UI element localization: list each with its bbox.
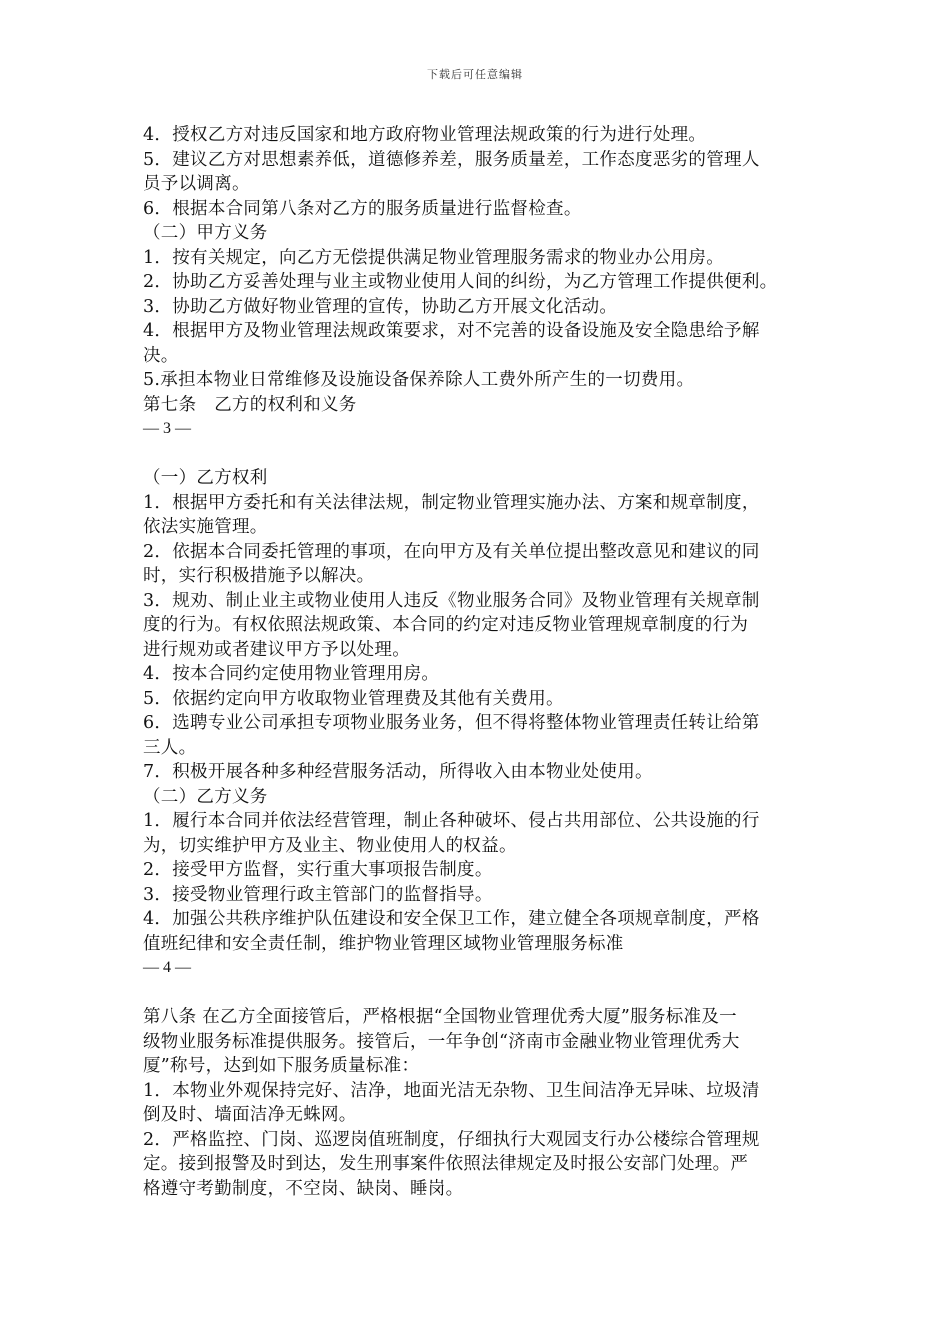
text-line: 1．本物业外观保持完好、洁净，地面光洁无杂物、卫生间洁净无异味、垃圾清 <box>143 1080 760 1101</box>
text-line: 倒及时、墙面洁净无蛛网。 <box>143 1105 357 1125</box>
text-line: 6．选聘专业公司承担专项物业服务业务，但不得将整体物业管理责任转让给第 <box>143 713 760 733</box>
page-header: 下载后可任意编辑 <box>427 68 523 81</box>
text-line: 3．协助乙方做好物业管理的宣传，协助乙方开展文化活动。 <box>143 296 618 317</box>
text-line: 时，实行积极措施予以解决。 <box>143 566 375 586</box>
text-line: 2．依据本合同委托管理的事项，在向甲方及有关单位提出整改意见和建议的同 <box>143 541 760 562</box>
text-line: 决。 <box>143 345 179 366</box>
text-line: 定。接到报警及时到达，发生刑事案件依照法律规定及时报公安部门处理。严 <box>143 1154 749 1174</box>
text-line: 度的行为。有权依照法规政策、本合同的约定对违反物业管理规章制度的行为 <box>143 615 749 635</box>
text-line: 5．依据约定向甲方收取物业管理费及其他有关费用。 <box>143 688 564 709</box>
text-line: 2．接受甲方监督，实行重大事项报告制度。 <box>143 860 493 880</box>
text-line: 7．积极开展各种多种经营服务活动，所得收入由本物业处使用。 <box>143 762 653 782</box>
text-line: 厦”称号，达到如下服务质量标准： <box>143 1056 420 1076</box>
text-line: 6．根据本合同第八条对乙方的服务质量进行监督检查。 <box>143 198 582 219</box>
page-number: — 3 — <box>143 420 191 437</box>
text-line: 4．根据甲方及物业管理法规政策要求，对不完善的设备设施及安全隐患给予解 <box>143 321 760 341</box>
text-line: 5.承担本物业日常维修及设施设备保养除人工费外所产生的一切费用。 <box>143 370 695 390</box>
text-line: 第七条 乙方的权利和义务 <box>143 394 357 415</box>
text-line: 3．接受物业管理行政主管部门的监督指导。 <box>143 884 493 905</box>
blank-line <box>143 981 815 1006</box>
document-body <box>143 123 815 1201</box>
blank-line <box>143 442 815 467</box>
text-line: 格遵守考勤制度，不空岗、缺岗、睡岗。 <box>143 1178 464 1199</box>
text-line: 3．规劝、制止业主或物业使用人违反《物业服务合同》及物业管理有关规章制 <box>143 590 760 611</box>
text-line: 1．按有关规定，向乙方无偿提供满足物业管理服务需求的物业办公用房。 <box>143 247 725 268</box>
text-line: （一）乙方权利 <box>143 468 268 488</box>
text-line: 进行规劝或者建议甲方予以处理。 <box>143 639 410 660</box>
text-line: 员予以调离。 <box>143 174 250 194</box>
text-line: 1．履行本合同并依法经营管理，制止各种破坏、侵占共用部位、公共设施的行 <box>143 811 760 831</box>
text-line: 4．按本合同约定使用物业管理用房。 <box>143 664 440 684</box>
text-line: 4．加强公共秩序维护队伍建设和安全保卫工作，建立健全各项规章制度，严格 <box>143 909 760 929</box>
text-line: 级物业服务标准提供服务。接管后，一年争创“济南市金融业物业管理优秀大 <box>143 1031 740 1052</box>
text-line: 2．严格监控、门岗、巡逻岗值班制度，仔细执行大观园支行办公楼综合管理规 <box>143 1129 760 1150</box>
text-line: 为，切实维护甲方及业主、物业使用人的权益。 <box>143 835 517 856</box>
text-line: （二）乙方义务 <box>143 786 268 807</box>
page-number: — 4 — <box>143 959 191 976</box>
text-line: 值班纪律和安全责任制，维护物业管理区域物业管理服务标准 <box>143 933 624 954</box>
text-line: 5．建议乙方对思想素养低，道德修养差，服务质量差，工作态度恶劣的管理人 <box>143 149 760 170</box>
text-line: 依法实施管理。 <box>143 517 268 537</box>
text-line: 第八条 在乙方全面接管后，严格根据“全国物业管理优秀大厦”服务标准及一 <box>143 1007 737 1027</box>
text-line: 2．协助乙方妥善处理与业主或物业使用人间的纠纷，为乙方管理工作提供便利。 <box>143 272 778 292</box>
text-line: 1．根据甲方委托和有关法律法规，制定物业管理实施办法、方案和规章制度， <box>143 492 760 513</box>
text-line: 三人。 <box>143 737 197 758</box>
text-line: （二）甲方义务 <box>143 223 268 243</box>
text-line: 4．授权乙方对违反国家和地方政府物业管理法规政策的行为进行处理。 <box>143 125 707 145</box>
